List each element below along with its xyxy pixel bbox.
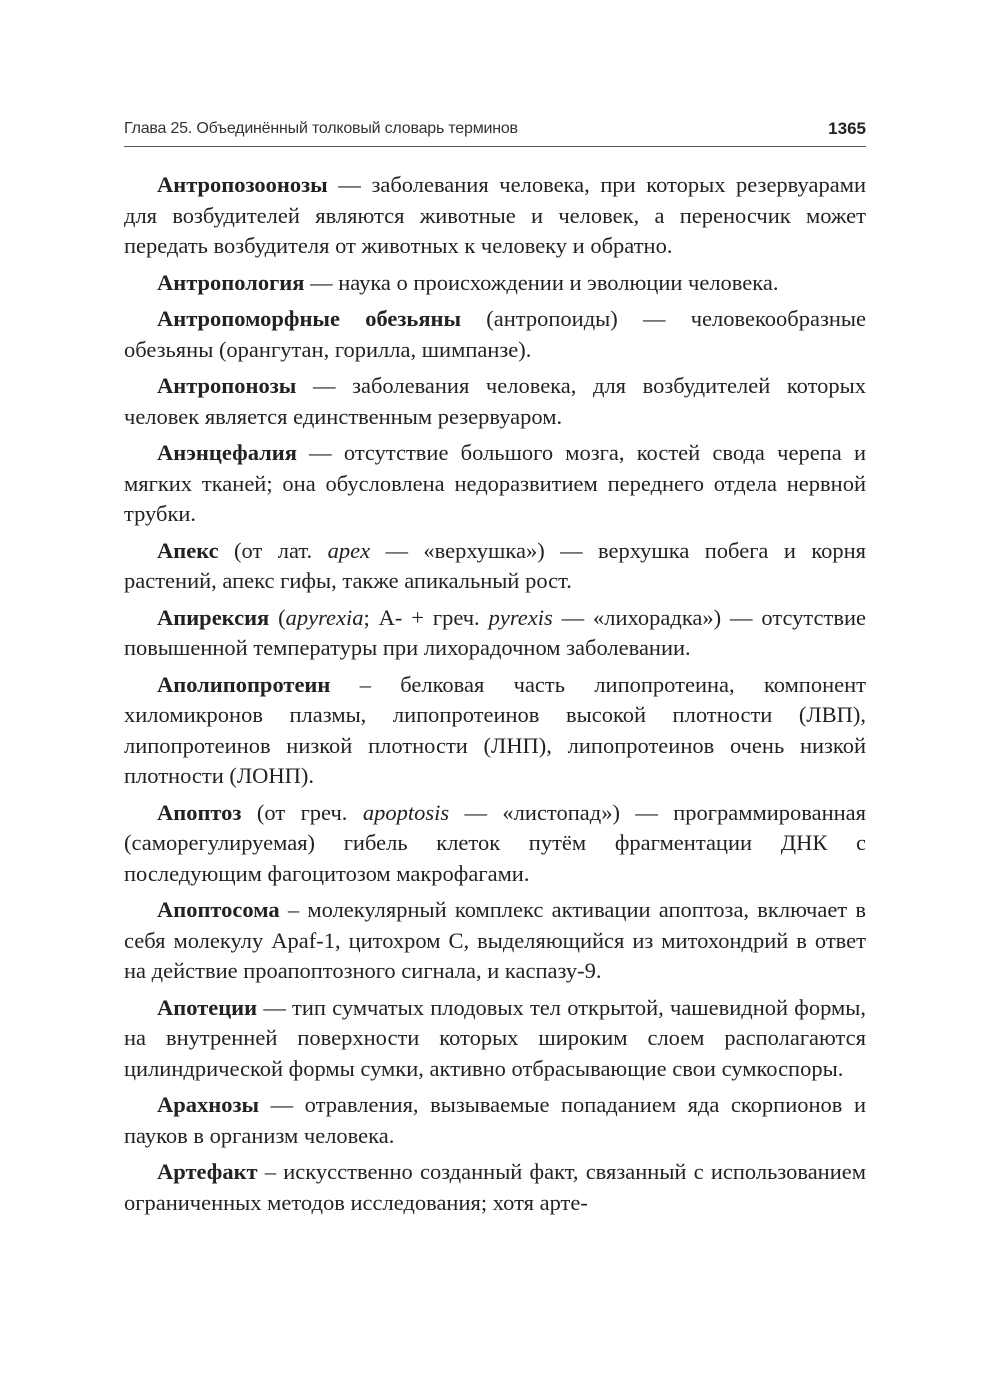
entry-definition-part: — «лихорадка») — отсутствие повышенной температуры при лихорадочном заболевании.	[124, 604, 867, 660]
entry-term: Аполипопротеин	[157, 671, 331, 697]
entry-term: Апоптоз	[157, 799, 242, 825]
entry-definition: — наука о происхождении и эволюции человека.	[304, 269, 779, 295]
entry-definition-part: (	[269, 604, 286, 630]
page-number: 1365	[828, 119, 866, 138]
entry-definition: — заболевания человека, для возбудителей которых человек является единственным резервуаром.	[124, 373, 866, 429]
entry-antropologiya	[124, 268, 866, 299]
latin-term: apoptosis	[362, 799, 450, 825]
entry-term: Антропозоонозы	[157, 172, 328, 197]
entry-definition: — заболевания человека, при которых резервуарами для возбудителей являются животные и человек, а переносчик может передать возбудителя от животных к человеку и обратно.	[124, 172, 866, 258]
entry-antropomorfnye-obezyany	[124, 304, 866, 365]
entry-term: Артефакт	[157, 1159, 258, 1184]
entry-apotecii	[124, 993, 866, 1085]
entry-definition-part: ; А- + греч.	[363, 604, 489, 630]
entry-definition: – искусственно созданный факт, связанный с использованием ограниченных методов исследования; хотя арте-	[124, 1159, 866, 1215]
dictionary-entries	[124, 170, 866, 1224]
entry-definition: — отсутствие большого мозга, костей свода черепа и мягких тканей; она обусловлена недоразвитием переднего отдела нервной трубки.	[124, 440, 866, 526]
entry-definition-part: — «верхушка») — верхушка побега и корня растений, апекс гифы, также апикальный рост.	[124, 537, 866, 593]
entry-definition: — тип сумчатых плодовых тел открытой, чашевидной формы, на внутренней поверхности которых широким слоем располагаются цилиндрической формы сумки, активно отбрасывающие свои сумкоспоры.	[124, 994, 866, 1081]
entry-apireksiya	[124, 603, 866, 664]
entry-term: Анэнцефалия	[157, 440, 297, 465]
entry-definition: — отравления, вызываемые попаданием яда скорпионов и пауков в организм человека.	[124, 1092, 866, 1148]
latin-term: apyrexia	[285, 604, 364, 630]
entry-definition-part: (от греч.	[241, 799, 363, 825]
entry-artefakt	[124, 1157, 866, 1218]
entry-term: Апирексия	[157, 604, 270, 630]
latin-term: apex	[327, 537, 371, 563]
entry-definition: – белковая часть липопротеина, компонент хиломикронов плазмы, липопротеинов высокой плотности (ЛВП), липопротеинов низкой плотности (ЛНП), липопротеинов очень низкой плотности (ЛОНП).	[124, 671, 866, 788]
entry-term: Антропоморфные обезьяны	[157, 306, 462, 331]
latin-term: pyrexis	[488, 604, 553, 630]
entry-apeks	[124, 536, 866, 597]
entry-apoptosoma	[124, 895, 866, 987]
entry-definition-part: — «листопад») — программированная (саморегулируемая) гибель клеток путём фрагментации ДНК с последующим фагоцитозом макрофагами.	[124, 799, 867, 886]
entry-antroponozy	[124, 371, 866, 432]
entry-term: Антропология	[157, 269, 305, 295]
entry-antropozoonozy	[124, 170, 866, 262]
entry-definition: (антропоиды) — человекообразные обезьяны (орангутан, горилла, шимпанзе).	[124, 306, 866, 362]
entry-apoptoz	[124, 798, 866, 890]
entry-term: Арахнозы	[157, 1092, 260, 1117]
entry-definition-part: (от лат.	[218, 537, 328, 563]
entry-term: Антропонозы	[157, 373, 297, 398]
chapter-title: Глава 25. Объединённый толковый словарь терминов	[124, 120, 518, 137]
running-head	[124, 120, 866, 147]
entry-apolipoprotein	[124, 670, 866, 792]
entry-anencefaliya	[124, 438, 866, 530]
entry-arahnozy	[124, 1090, 866, 1151]
entry-term: Апоптосома	[157, 897, 280, 922]
entry-definition: – молекулярный комплекс активации апоптоза, включает в себя молекулу Apaf-1, цитохром С, выделяющийся из митохондрий в ответ на действие проапоптозного сигнала, и каспазу-9.	[124, 897, 866, 983]
entry-term: Апекс	[157, 537, 219, 563]
entry-term: Апотеции	[157, 994, 258, 1020]
